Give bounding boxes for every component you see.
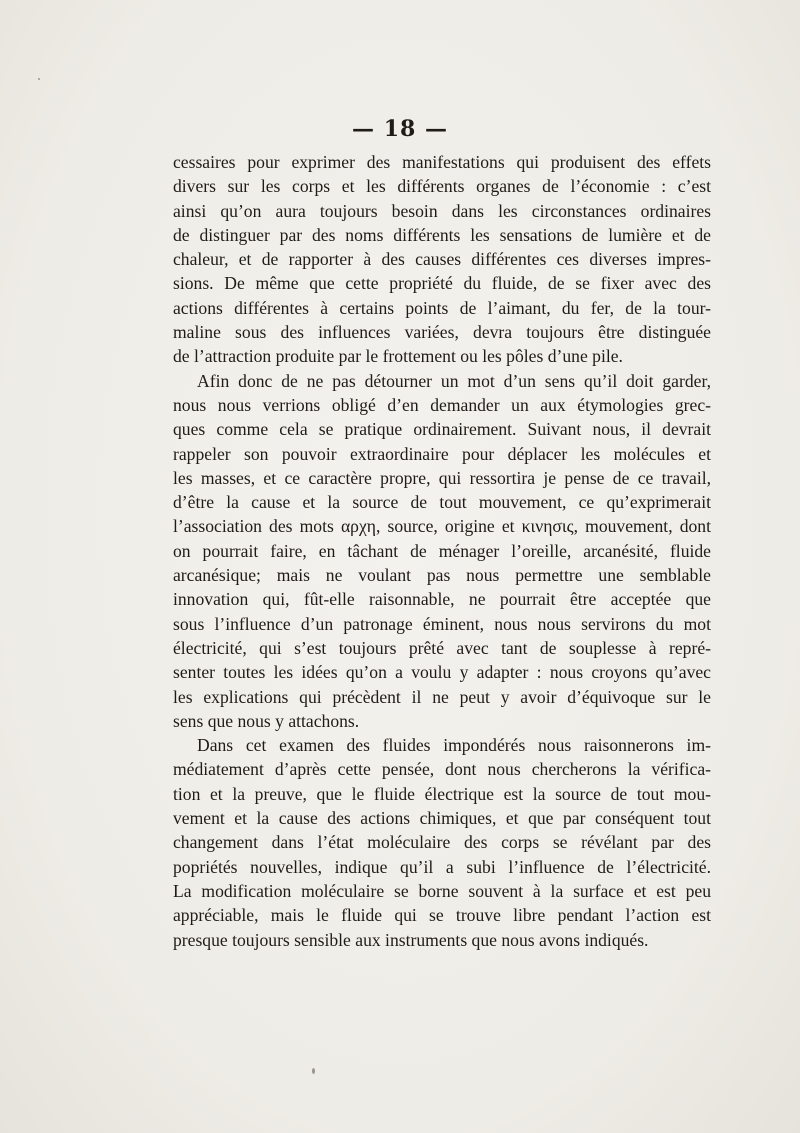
text-line: rappeler son pouvoir extraordinaire pour déplacer les molécules et <box>173 443 711 464</box>
text-line: chaleur, et de rapporter à des causes différentes ces diverses impres- <box>173 249 711 270</box>
text-line: Dans cet examen des fluides impondérés nous raisonnerons im- <box>197 735 711 756</box>
text-line: ainsi qu’on aura toujours besoin dans les circonstances ordinaires <box>173 200 711 221</box>
text-line: sions. De même que cette propriété du fluide, de se fixer avec des <box>173 273 711 294</box>
text-line: électricité, qui s’est toujours prêté avec tant de souplesse à repré- <box>173 637 711 658</box>
text-line: La modification moléculaire se borne souvent à la surface et est peu <box>173 880 711 901</box>
text-line: changement dans l’état moléculaire des corps se révélant par des <box>173 832 711 853</box>
text-line: de l’attraction produite par le frottement ou les pôles d’une pile. <box>173 346 623 367</box>
text-line: nous nous verrions obligé d’en demander un aux étymologies grec- <box>173 394 711 415</box>
text-line: tion et la preuve, que le fluide électrique est la source de tout mou- <box>173 783 711 804</box>
paragraph-2 <box>173 369 711 733</box>
text-line: actions différentes à certains points de l’aimant, du fer, de la tour- <box>173 297 711 318</box>
text-line: sens que nous y attachons. <box>173 710 360 731</box>
text-line: sous l’influence d’un patronage éminent, nous nous servirons du mot <box>173 613 711 634</box>
text-line: arcanésique; mais ne voulant pas nous permettre une semblable <box>173 565 711 586</box>
text-line: maline sous des influences variées, devra toujours être distinguée <box>173 322 711 343</box>
text-line: senter toutes les idées qu’on a voulu y adapter : nous croyons qu’avec <box>173 662 711 683</box>
text-line: on pourrait faire, en tâchant de ménager l’oreille, arcanésité, fluide <box>173 540 711 561</box>
page-number: — 18 — <box>352 116 448 142</box>
text-line: presque toujours sensible aux instruments que nous avons indiqués. <box>173 929 649 950</box>
text-line: innovation qui, fût-elle raisonnable, ne pourrait être acceptée que <box>173 589 711 610</box>
text-line: popriétés nouvelles, indique qu’il a subi l’influence de l’électricité. <box>173 856 711 877</box>
text-line: vement et la cause des actions chimiques, et que par conséquent tout <box>173 808 711 829</box>
text-line: divers sur les corps et les différents organes de l’économie : c’est <box>173 176 711 197</box>
body-text <box>173 150 711 952</box>
text-line: l’association des mots αρχη, source, origine et κινησις, mouvement, dont <box>173 516 711 537</box>
text-line: les explications qui précèdent il ne peut y avoir d’équivoque sur le <box>173 686 711 707</box>
paper-speck <box>38 78 40 80</box>
paragraph-1 <box>173 150 711 369</box>
text-line: ques comme cela se pratique ordinairement. Suivant nous, il devrait <box>173 419 711 440</box>
text-line: de distinguer par des noms différents les sensations de lumière et de <box>173 224 711 245</box>
text-line: appréciable, mais le fluide qui se trouve libre pendant l’action est <box>173 905 711 926</box>
text-line: médiatement d’après cette pensée, dont nous chercherons la vérifica- <box>173 759 711 780</box>
text-line: cessaires pour exprimer des manifestations qui produisent des effets <box>173 152 711 172</box>
paragraph-3 <box>173 733 711 952</box>
text-line: Afin donc de ne pas détourner un mot d’un sens qu’il doit garder, <box>197 370 711 391</box>
text-line: les masses, et ce caractère propre, qui ressortira je pense de ce travail, <box>173 467 711 488</box>
text-line: d’être la cause et la source de tout mouvement, ce qu’exprimerait <box>173 492 711 513</box>
paper-speck <box>312 1068 315 1074</box>
